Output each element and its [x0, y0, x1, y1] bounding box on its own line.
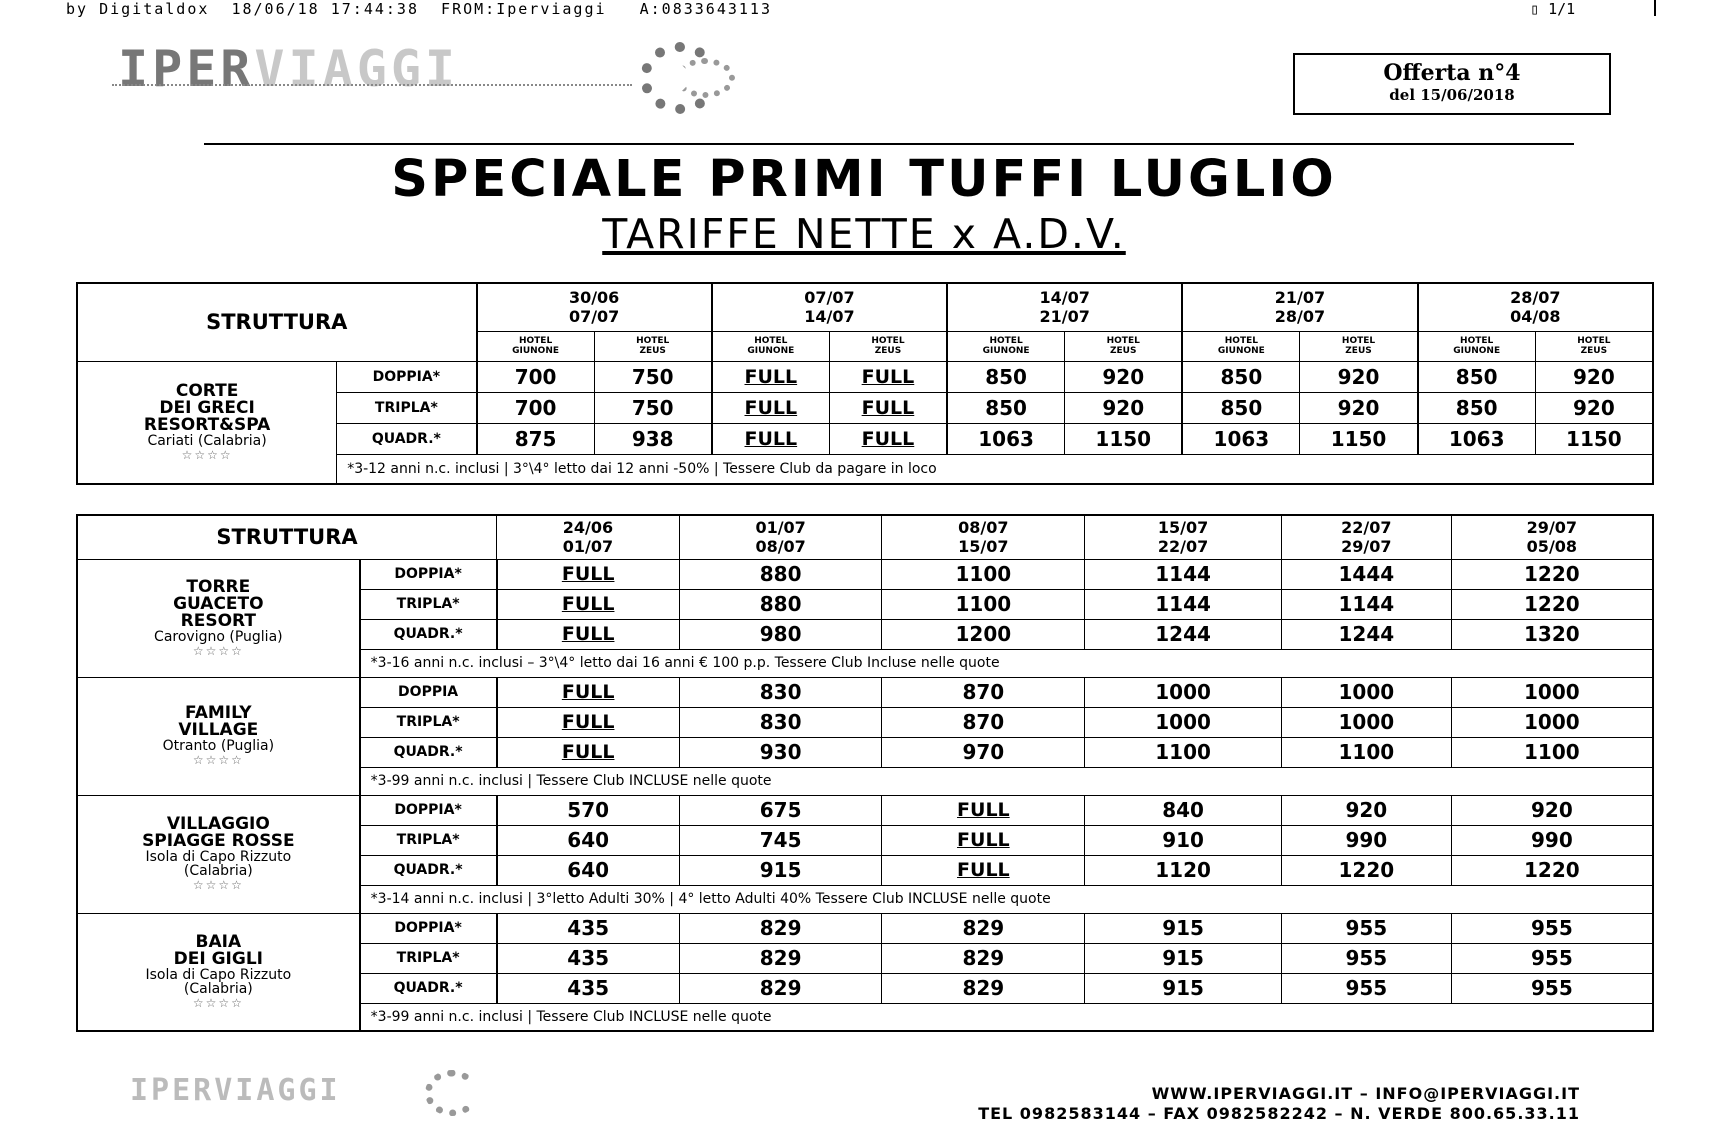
- price-row: [77, 361, 1653, 392]
- period-header: [947, 283, 1182, 331]
- hotel-label-line: ZEUS: [1345, 346, 1372, 356]
- property-name: RESORT: [180, 610, 256, 631]
- fax-header: by Digitaldox 18/06/18 17:44:38 FROM:Iperviaggi A:0833643113: [66, 0, 772, 18]
- price-cell: 750: [594, 392, 712, 423]
- price-cell: 1150: [1065, 423, 1183, 454]
- hotel-label-line: GIUNONE: [1453, 346, 1501, 356]
- price-cell: FULL: [497, 619, 680, 649]
- price-cell: 829: [679, 973, 882, 1003]
- price-cell: 830: [679, 707, 882, 737]
- property-note: *3-99 anni n.c. inclusi | Tessere Club INCLUSE nelle quote: [360, 1003, 1653, 1031]
- price-cell: FULL: [882, 825, 1085, 855]
- period-to: 14/07: [804, 307, 855, 327]
- hotel-label-line: HOTEL: [518, 336, 553, 346]
- price-cell: 850: [1182, 361, 1300, 392]
- hotel-label-line: ZEUS: [1580, 346, 1608, 356]
- period-to: 28/07: [1274, 307, 1326, 327]
- price-cell: 850: [1182, 392, 1300, 423]
- price-cell: FULL: [712, 423, 830, 454]
- price-cell: 570: [497, 795, 680, 825]
- property-location: (Calabria): [183, 980, 253, 997]
- property-name: RESORT&SPA: [143, 414, 271, 435]
- price-cell: 1100: [1085, 737, 1282, 767]
- room-type: QUADR.*: [360, 855, 497, 885]
- price-cell: 980: [679, 619, 882, 649]
- room-type: QUADR.*: [337, 423, 477, 454]
- property-name: FAMILY: [185, 703, 252, 723]
- period-from: 21/07: [1274, 288, 1326, 308]
- price-cell: 955: [1281, 973, 1451, 1003]
- room-type: TRIPLA*: [360, 825, 497, 855]
- room-type: DOPPIA*: [360, 913, 497, 943]
- property-cell: [77, 795, 360, 913]
- period-from: 07/07: [804, 288, 855, 308]
- price-cell: 990: [1451, 825, 1653, 855]
- property-cell: [77, 677, 360, 795]
- price-row: [77, 559, 1653, 589]
- property-cell: [77, 559, 360, 677]
- period-to: 05/08: [1526, 537, 1578, 557]
- property-name: VILLAGGIO: [166, 814, 270, 834]
- hotel-zeus-label: [1300, 331, 1418, 361]
- period-header: [679, 515, 882, 559]
- hotel-label-line: GIUNONE: [512, 346, 560, 356]
- price-cell: FULL: [497, 737, 680, 767]
- fax-divider: [1654, 0, 1656, 16]
- hotel-label-line: HOTEL: [1106, 336, 1140, 346]
- page-icon: ▯: [1530, 0, 1549, 18]
- hotel-label-line: GIUNONE: [747, 346, 795, 356]
- property-name: TORRE: [186, 576, 251, 597]
- hotel-label-line: HOTEL: [1341, 336, 1376, 346]
- price-cell: 675: [679, 795, 882, 825]
- period-from: 08/07: [958, 518, 1009, 538]
- price-cell: 880: [679, 559, 882, 589]
- period-to: 08/07: [755, 537, 806, 557]
- page-title: SPECIALE PRIMI TUFFI LUGLIO: [391, 150, 1337, 209]
- room-type: QUADR.*: [360, 619, 497, 649]
- price-row: [77, 913, 1653, 943]
- hotel-label-line: ZEUS: [874, 346, 902, 356]
- price-cell: 920: [1300, 392, 1418, 423]
- price-cell: 920: [1300, 361, 1418, 392]
- price-row: [77, 795, 1653, 825]
- header-row: [77, 515, 1653, 559]
- period-from: 14/07: [1039, 288, 1090, 308]
- price-cell: FULL: [497, 707, 680, 737]
- price-cell: 1063: [1182, 423, 1300, 454]
- price-cell: 435: [497, 973, 680, 1003]
- price-cell: 870: [882, 707, 1085, 737]
- offer-date: del 15/06/2018: [1389, 86, 1515, 104]
- price-cell: 930: [679, 737, 882, 767]
- period-to: 22/07: [1157, 537, 1209, 557]
- price-cell: 955: [1451, 943, 1653, 973]
- period-header: [712, 283, 947, 331]
- price-cell: 920: [1281, 795, 1451, 825]
- price-cell: 1100: [882, 589, 1085, 619]
- price-row: [77, 677, 1653, 707]
- period-header: [1451, 515, 1653, 559]
- period-from: 24/06: [562, 518, 614, 538]
- property-name: CORTE: [175, 380, 239, 401]
- price-cell: 850: [947, 361, 1065, 392]
- page-count: 1/1: [1548, 0, 1576, 18]
- hotel-giunone-label: [1418, 331, 1536, 361]
- price-cell: 955: [1281, 913, 1451, 943]
- price-cell: FULL: [497, 589, 680, 619]
- property-note: *3-12 anni n.c. inclusi | 3°\4° letto dai 12 anni -50% | Tessere Club da pagare in loco: [337, 454, 1653, 484]
- hotel-giunone-label: [1182, 331, 1300, 361]
- hotel-label-line: HOTEL: [1224, 336, 1258, 346]
- footer-phone: TEL 0982583144 – FAX 0982582242 – N. VERDE 800.65.33.11: [978, 1104, 1580, 1123]
- price-cell: 840: [1085, 795, 1282, 825]
- hotel-label-line: HOTEL: [1460, 336, 1494, 346]
- room-type: QUADR.*: [360, 737, 497, 767]
- logo-swirl-inner-icon: [675, 58, 735, 98]
- price-cell: 920: [1065, 361, 1183, 392]
- price-cell: 920: [1451, 795, 1653, 825]
- price-cell: 829: [679, 943, 882, 973]
- price-cell: FULL: [829, 361, 947, 392]
- price-cell: 1144: [1085, 589, 1282, 619]
- property-note: *3-14 anni n.c. inclusi | 3°letto Adulti 30% | 4° letto Adulti 40% Tessere Club INCLUSE nelle quote: [360, 885, 1653, 913]
- price-cell: 829: [679, 913, 882, 943]
- price-cell: 745: [679, 825, 882, 855]
- property-location: Isola di Capo Rizzuto: [145, 966, 292, 983]
- price-cell: 1063: [947, 423, 1065, 454]
- room-type: TRIPLA*: [360, 589, 497, 619]
- property-note: *3-16 anni n.c. inclusi – 3°\4° letto dai 16 anni € 100 p.p. Tessere Club Incluse nelle quote: [360, 649, 1653, 677]
- price-cell: 850: [1418, 392, 1536, 423]
- footer-logo-swirl-icon: [425, 1070, 479, 1116]
- offer-number: Offerta n°4: [1383, 60, 1521, 86]
- price-cell: 938: [594, 423, 712, 454]
- room-type: QUADR.*: [360, 973, 497, 1003]
- price-cell: 970: [882, 737, 1085, 767]
- price-cell: FULL: [829, 392, 947, 423]
- period-header: [882, 515, 1085, 559]
- star-rating-icon: ☆☆☆☆: [181, 447, 233, 462]
- room-type: TRIPLA*: [360, 707, 497, 737]
- price-cell: 1144: [1085, 559, 1282, 589]
- room-type: TRIPLA*: [337, 392, 477, 423]
- room-type: TRIPLA*: [360, 943, 497, 973]
- header-row: [77, 283, 1653, 331]
- price-cell: 915: [1085, 913, 1282, 943]
- price-cell: 1144: [1281, 589, 1451, 619]
- subtitle-text: TARIFFE NETTE x A.D.V.: [602, 210, 1126, 258]
- price-cell: 990: [1281, 825, 1451, 855]
- hotel-zeus-label: [829, 331, 947, 361]
- price-cell: 875: [477, 423, 595, 454]
- period-from: 29/07: [1526, 518, 1578, 538]
- price-cell: 1100: [1451, 737, 1653, 767]
- price-cell: 1244: [1281, 619, 1451, 649]
- price-cell: 920: [1535, 361, 1653, 392]
- price-cell: FULL: [497, 677, 680, 707]
- property-name: SPIAGGE ROSSE: [142, 831, 295, 851]
- price-cell: 700: [477, 392, 595, 423]
- star-rating-icon: ☆☆☆☆: [192, 643, 244, 658]
- price-cell: 1000: [1085, 677, 1282, 707]
- price-cell: 829: [882, 943, 1085, 973]
- period-header: [1085, 515, 1282, 559]
- price-cell: 880: [679, 589, 882, 619]
- price-cell: 1220: [1451, 589, 1653, 619]
- room-type: DOPPIA*: [360, 795, 497, 825]
- price-cell: 1220: [1451, 855, 1653, 885]
- period-to: 21/07: [1039, 307, 1090, 327]
- price-cell: 955: [1451, 973, 1653, 1003]
- price-cell: 435: [497, 943, 680, 973]
- hotel-label-line: HOTEL: [871, 336, 905, 346]
- footer-logo: IPERVIAGGI: [130, 1073, 341, 1108]
- struttura-header: STRUTTURA: [77, 515, 497, 559]
- room-type: DOPPIA: [360, 677, 497, 707]
- price-cell: 910: [1085, 825, 1282, 855]
- price-cell: FULL: [497, 559, 680, 589]
- price-cell: 640: [497, 855, 680, 885]
- star-rating-icon: ☆☆☆☆: [192, 878, 244, 892]
- property-location: Isola di Capo Rizzuto: [145, 849, 292, 865]
- period-from: 28/07: [1510, 288, 1561, 308]
- hotel-giunone-label: [712, 331, 830, 361]
- logo-dotted-line: [112, 84, 632, 86]
- room-type: DOPPIA*: [337, 361, 477, 392]
- period-from: 15/07: [1157, 518, 1209, 538]
- hotel-zeus-label: [1065, 331, 1183, 361]
- price-cell: 920: [1065, 392, 1183, 423]
- price-cell: 1100: [1281, 737, 1451, 767]
- hotel-label-line: HOTEL: [636, 336, 670, 346]
- property-location: Carovigno (Puglia): [154, 628, 283, 645]
- price-cell: 1150: [1535, 423, 1653, 454]
- hotel-label-line: ZEUS: [1110, 346, 1137, 356]
- fax-page-number: [1530, 0, 1575, 18]
- price-cell: 870: [882, 677, 1085, 707]
- price-cell: 955: [1451, 913, 1653, 943]
- price-cell: 1220: [1451, 559, 1653, 589]
- price-cell: 830: [679, 677, 882, 707]
- room-type: DOPPIA*: [360, 559, 497, 589]
- property-location: Cariati (Calabria): [147, 432, 267, 449]
- price-cell: 915: [1085, 973, 1282, 1003]
- price-cell: 1100: [882, 559, 1085, 589]
- price-cell: 829: [882, 973, 1085, 1003]
- price-cell: 1150: [1300, 423, 1418, 454]
- price-cell: 915: [1085, 943, 1282, 973]
- price-cell: FULL: [712, 361, 830, 392]
- period-to: 04/08: [1510, 307, 1561, 327]
- struttura-header: STRUTTURA: [77, 283, 477, 361]
- period-header: [1281, 515, 1451, 559]
- period-to: 07/07: [568, 307, 620, 327]
- price-cell: FULL: [882, 795, 1085, 825]
- period-header: [477, 283, 712, 331]
- hotel-label-line: HOTEL: [754, 336, 788, 346]
- price-cell: 1200: [882, 619, 1085, 649]
- period-from: 22/07: [1341, 518, 1392, 538]
- property-name: VILLAGE: [178, 720, 259, 740]
- price-cell: FULL: [712, 392, 830, 423]
- period-to: 01/07: [562, 537, 614, 557]
- property-name: GUACETO: [173, 593, 264, 614]
- star-rating-icon: ☆☆☆☆: [192, 995, 244, 1010]
- price-cell: 1444: [1281, 559, 1451, 589]
- property-name: BAIA: [195, 931, 242, 952]
- price-cell: 640: [497, 825, 680, 855]
- price-cell: 1063: [1418, 423, 1536, 454]
- hotel-zeus-label: [1535, 331, 1653, 361]
- price-cell: 435: [497, 913, 680, 943]
- property-cell: [77, 361, 337, 484]
- price-cell: FULL: [829, 423, 947, 454]
- price-table-2: [76, 514, 1654, 1032]
- property-name: DEI GIGLI: [173, 948, 263, 969]
- price-cell: 955: [1281, 943, 1451, 973]
- iperviaggi-logo: [118, 40, 459, 98]
- star-rating-icon: ☆☆☆☆: [192, 753, 244, 767]
- hotel-label-line: HOTEL: [989, 336, 1023, 346]
- period-header: [497, 515, 680, 559]
- period-to: 29/07: [1341, 537, 1392, 557]
- price-cell: 1000: [1451, 677, 1653, 707]
- price-cell: 1000: [1281, 677, 1451, 707]
- price-cell: 920: [1535, 392, 1653, 423]
- page-subtitle: [0, 210, 1728, 258]
- period-from: 01/07: [755, 518, 806, 538]
- hotel-label-line: GIUNONE: [1217, 346, 1265, 356]
- hotel-label-line: GIUNONE: [982, 346, 1030, 356]
- price-cell: 750: [594, 361, 712, 392]
- period-header: [1418, 283, 1653, 331]
- property-note: *3-99 anni n.c. inclusi | Tessere Club INCLUSE nelle quote: [360, 767, 1653, 795]
- property-name: DEI GRECI: [159, 397, 255, 418]
- price-cell: 1000: [1281, 707, 1451, 737]
- price-cell: 850: [1418, 361, 1536, 392]
- property-cell: [77, 913, 360, 1031]
- logo-text-dark: IPER: [118, 40, 255, 98]
- logo-text-light: VIAGGI: [254, 40, 460, 98]
- price-cell: 1320: [1451, 619, 1653, 649]
- offer-box: [1293, 53, 1611, 115]
- hotel-giunone-label: [947, 331, 1065, 361]
- price-cell: 1244: [1085, 619, 1282, 649]
- title-rule: [204, 143, 1574, 145]
- price-cell: 915: [679, 855, 882, 885]
- price-cell: 1000: [1085, 707, 1282, 737]
- hotel-giunone-label: [477, 331, 595, 361]
- price-table-1: [76, 282, 1654, 485]
- price-cell: 829: [882, 913, 1085, 943]
- price-cell: 1220: [1281, 855, 1451, 885]
- property-location: (Calabria): [183, 863, 253, 879]
- price-cell: 850: [947, 392, 1065, 423]
- hotel-label-line: HOTEL: [1577, 336, 1611, 346]
- price-cell: 1000: [1451, 707, 1653, 737]
- price-cell: 1120: [1085, 855, 1282, 885]
- period-from: 30/06: [568, 288, 620, 308]
- price-cell: 700: [477, 361, 595, 392]
- price-cell: FULL: [882, 855, 1085, 885]
- footer-web-email: WWW.IPERVIAGGI.IT – INFO@IPERVIAGGI.IT: [1151, 1084, 1580, 1103]
- period-to: 15/07: [958, 537, 1009, 557]
- period-header: [1182, 283, 1417, 331]
- hotel-label-line: ZEUS: [639, 346, 666, 356]
- property-location: Otranto (Puglia): [162, 738, 275, 754]
- hotel-zeus-label: [594, 331, 712, 361]
